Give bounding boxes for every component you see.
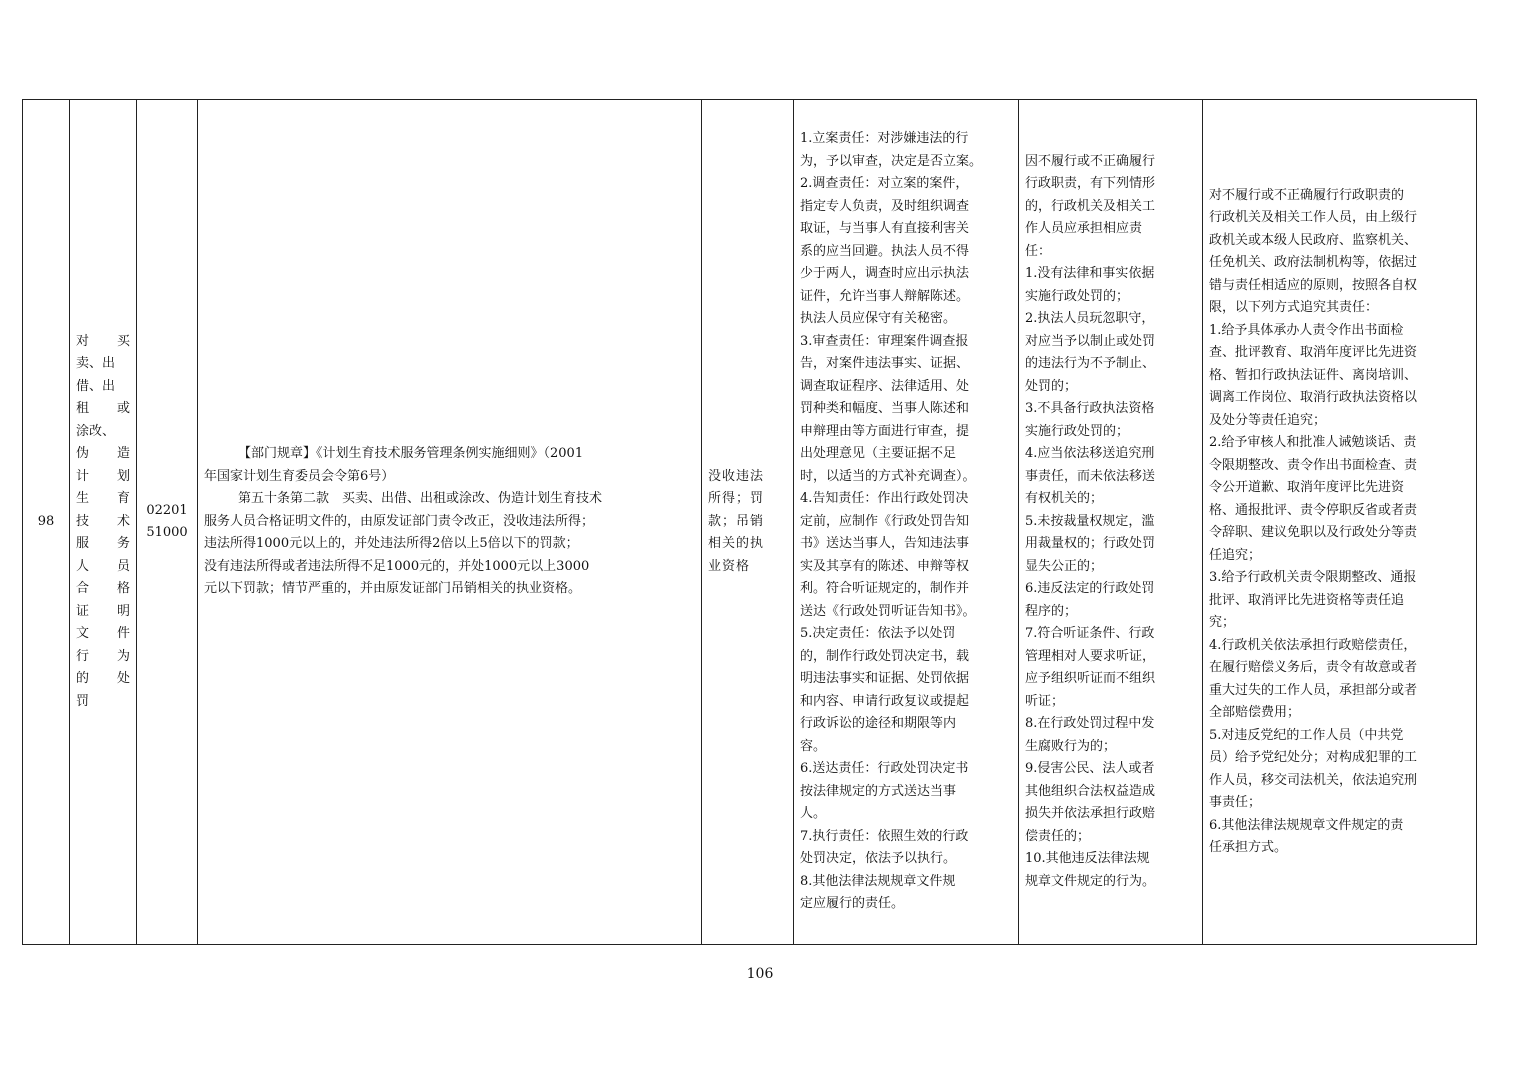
legal-basis-line: 【部门规章】《计划生育技术服务管理条例实施细则》（2001 <box>238 446 584 462</box>
item-name-char: 员 <box>116 558 130 574</box>
legal-basis-line: 第五十条第二款 买卖、出借、出租或涂改、伪造计划生育技术 <box>238 491 603 507</box>
accountability-line: 行政职责，有下列情形 <box>1025 176 1156 192</box>
responsibility-line: 执法人员应保守有关秘密。 <box>800 311 957 327</box>
penalty-method-line: 行政机关及相关工作人员，由上级行 <box>1209 210 1418 225</box>
responsibility-line: 7.执行责任：依照生效的行政 <box>800 828 969 844</box>
responsibility-line: 8.其他法律法规规章文件规 <box>800 873 956 889</box>
penalty-method-line: 格、通报批评、责令停职反省或者责 <box>1209 502 1418 518</box>
accountability-line: 实施行政处罚的； <box>1025 288 1130 304</box>
penalty-method-line: 政机关或本级人民政府、监察机关、 <box>1209 232 1418 248</box>
accountability-line: 显失公正的； <box>1025 558 1104 574</box>
item-name-char: 买 <box>116 333 130 349</box>
responsibility-line: 定应履行的责任。 <box>800 896 905 912</box>
item-name-line <box>76 421 130 444</box>
penalty-method-line: 错与责任相适应的原则，按照各自权 <box>1209 277 1418 293</box>
penalty-method-line: 6.其他法律法规规章文件规定的责 <box>1209 817 1404 833</box>
responsibility-line: 明违法事实和证据、处罚依据 <box>800 671 970 687</box>
responsibility-line: 和内容、申请行政复议或提起 <box>800 693 970 709</box>
penalty-method-line: 作人员，移交司法机关，依法追究刑 <box>1209 772 1418 788</box>
penalty-method-line: 及处分等责任追究； <box>1209 412 1327 428</box>
item-name-char: 行 <box>76 648 90 664</box>
accountability-line: 6.违反法定的行政处罚 <box>1025 581 1155 597</box>
legal-basis-cell <box>198 100 702 945</box>
accountability-line: 用裁量权的；行政处罚 <box>1025 536 1156 552</box>
accountability-line: 10.其他违反法律法规 <box>1025 851 1150 867</box>
responsibility-line: 3.审查责任：审理案件调查报 <box>800 333 969 349</box>
accountability-line: 任： <box>1025 243 1052 259</box>
accountability-line: 损失并依法承担行政赔 <box>1025 806 1156 822</box>
item-name-char: 伪 <box>76 446 90 462</box>
item-name-char: 或 <box>116 401 130 417</box>
accountability-line: 9.侵害公民、法人或者 <box>1025 761 1155 777</box>
accountability-line: 2.执法人员玩忽职守， <box>1025 311 1155 327</box>
accountability-line: 5.未按裁量权规定，滥 <box>1025 513 1155 529</box>
accountability-line: 有权机关的； <box>1025 491 1104 507</box>
item-name-char: 育 <box>116 491 130 507</box>
item-name-line <box>76 353 130 376</box>
table-row <box>23 100 1477 945</box>
accountability-line: 其他组织合法权益造成 <box>1025 783 1156 799</box>
penalty-method-line: 批评、取消评比先进资格等责任追 <box>1209 592 1405 608</box>
penalty-category-line: 没收违法 <box>708 468 765 484</box>
accountability-line: 处罚的； <box>1025 378 1078 394</box>
penalty-category-line: 相关的执 <box>708 536 765 552</box>
responsibility-line: 申辩理由等方面进行审查，提 <box>800 423 970 439</box>
item-name-line <box>76 578 130 601</box>
responsibility-line: 5.决定责任：依法予以处罚 <box>800 626 956 642</box>
item-name-line <box>76 601 130 624</box>
penalty-method-line: 全部赔偿费用； <box>1209 705 1301 720</box>
item-name-cell <box>70 100 137 945</box>
penalty-category-cell <box>702 100 794 945</box>
item-name-char: 借、出 <box>76 378 116 394</box>
item-name-char: 术 <box>116 513 130 529</box>
responsibility-line: 罚种类和幅度、当事人陈述和 <box>800 401 970 417</box>
responsibility-line: 利。符合听证规定的，制作并 <box>800 581 970 597</box>
item-name-line <box>76 376 130 399</box>
accountability-line: 因不履行或不正确履行 <box>1025 153 1156 169</box>
accountability-line: 规章文件规定的行为。 <box>1025 873 1156 889</box>
item-name-char: 处 <box>116 671 130 687</box>
responsibility-line: 出处理意见（主要证据不足 <box>800 446 957 462</box>
responsibility-line: 少于两人，调查时应出示执法 <box>800 266 970 282</box>
enforcement-table <box>22 99 1477 945</box>
item-name-line <box>76 556 130 579</box>
accountability-line: 管理相对人要求听证， <box>1025 648 1156 664</box>
responsibility-line: 2.调查责任：对立案的案件， <box>800 176 969 192</box>
responsibility-line: 调查取证程序、法律适用、处 <box>800 378 970 394</box>
penalty-method-line: 1.给予具体承办人责令作出书面检 <box>1209 322 1404 338</box>
accountability-line: 的，行政机关及相关工 <box>1025 198 1156 214</box>
responsibility-line: 证件，允许当事人辩解陈述。 <box>800 288 970 304</box>
item-name-char: 划 <box>116 468 130 484</box>
responsibility-line: 实及其享有的陈述、申辩等权 <box>800 558 970 574</box>
penalty-method-line: 查、批评教育、取消年度评比先进资 <box>1209 345 1418 360</box>
item-name-char: 罚 <box>76 693 90 709</box>
legal-basis-line: 违法所得1000元以上的，并处违法所得2倍以上5倍以下的罚款； <box>204 536 579 552</box>
accountability-line: 对应当予以制止或处罚 <box>1025 333 1156 349</box>
responsibility-line: 送达《行政处罚听证告知书》。 <box>800 603 976 619</box>
page-number: 106 <box>746 966 774 982</box>
responsibility-line: 人。 <box>800 806 827 822</box>
item-name-char: 为 <box>116 648 130 664</box>
item-name-char: 文 <box>76 626 90 642</box>
item-name-line <box>76 398 130 421</box>
accountability-line: 生腐败行为的； <box>1025 738 1117 754</box>
item-name-char: 计 <box>76 468 90 484</box>
item-name-char: 务 <box>116 536 130 552</box>
penalty-method-cell <box>1203 100 1477 945</box>
responsibility-line: 时，以适当的方式补充调查）。 <box>800 468 976 484</box>
item-name-line <box>76 646 130 669</box>
penalty-method-line: 5.对违反党纪的工作人员（中共党 <box>1209 727 1404 743</box>
legal-basis-line: 服务人员合格证明文件的，由原发证部门责令改正，没收违法所得； <box>204 513 595 529</box>
item-name-line <box>76 533 130 556</box>
item-code-cell <box>137 100 198 945</box>
penalty-method-line: 员）给予党纪处分；对构成犯罪的工 <box>1209 750 1418 765</box>
responsibility-line: 书》送达当事人，告知违法事 <box>800 536 970 552</box>
accountability-cell <box>1019 100 1203 945</box>
responsibility-line: 指定专人负责，及时组织调查 <box>800 198 970 214</box>
item-name-char: 人 <box>76 558 90 574</box>
penalty-method-line: 在履行赔偿义务后，责令有故意或者 <box>1209 660 1418 675</box>
penalty-method-line: 重大过失的工作人员，承担部分或者 <box>1209 682 1418 698</box>
item-name-char: 的 <box>76 671 90 687</box>
legal-basis-line: 元以下罚款；情节严重的，并由原发证部门吊销相关的执业资格。 <box>204 581 582 597</box>
item-name-char: 合 <box>76 581 90 597</box>
responsibility-line: 4.告知责任：作出行政处罚决 <box>800 491 969 507</box>
penalty-method-line: 事责任； <box>1209 795 1262 810</box>
penalty-method-line: 2.给予审核人和批准人诫勉谈话、责 <box>1209 435 1417 450</box>
accountability-line: 1.没有法律和事实依据 <box>1025 266 1155 282</box>
item-name-char: 生 <box>76 491 90 507</box>
responsibility-line: 容。 <box>800 738 827 754</box>
penalty-method-line: 对不履行或不正确履行行政职责的 <box>1209 187 1405 203</box>
accountability-line: 作人员应承担相应责 <box>1025 221 1143 237</box>
item-name-char: 格 <box>116 581 130 597</box>
item-name-char: 涂改、 <box>76 423 116 439</box>
penalty-method-line: 令公开道歉、取消年度评比先进资 <box>1209 480 1405 495</box>
penalty-method-line: 调离工作岗位、取消行政执法资格以 <box>1209 390 1418 405</box>
responsibility-line: 为，予以审查，决定是否立案。 <box>800 153 983 169</box>
responsibility-line: 定前，应制作《行政处罚告知 <box>800 513 970 529</box>
item-name-line <box>76 443 130 466</box>
responsibility-line: 系的应当回避。执法人员不得 <box>800 243 970 259</box>
legal-basis-line: 没有违法所得或者违法所得不足1000元的，并处1000元以上3000 <box>204 558 590 574</box>
penalty-method-line: 究； <box>1209 615 1236 630</box>
responsibility-line: 告，对案件违法事实、证据、 <box>800 356 970 372</box>
accountability-line: 应予组织听证而不组织 <box>1025 671 1156 687</box>
responsibility-line: 6.送达责任：行政处罚决定书 <box>800 761 969 777</box>
penalty-category-line: 款；吊销 <box>708 513 765 529</box>
item-code-line: 02201 <box>146 502 188 518</box>
penalty-category-line: 所得；罚 <box>708 491 765 507</box>
item-code-line: 51000 <box>146 525 188 540</box>
responsibility-cell <box>794 100 1019 945</box>
responsibility-line: 1.立案责任：对涉嫌违法的行 <box>800 131 969 147</box>
accountability-line: 8.在行政处罚过程中发 <box>1025 716 1155 732</box>
responsibility-line: 处罚决定，依法予以执行。 <box>800 851 957 867</box>
accountability-line: 程序的； <box>1025 603 1078 619</box>
item-name-char: 对 <box>76 333 90 349</box>
item-name-char: 证 <box>76 603 90 619</box>
penalty-method-line: 令限期整改、责令作出书面检查、责 <box>1209 457 1418 473</box>
item-name-char: 技 <box>76 513 90 529</box>
item-name-line <box>76 623 130 646</box>
responsibility-line: 的，制作行政处罚决定书，载 <box>800 648 970 664</box>
accountability-line: 7.符合听证条件、行政 <box>1025 626 1155 642</box>
penalty-method-line: 格、暂扣行政执法证件、离岗培训、 <box>1209 367 1418 383</box>
penalty-category-line: 业资格 <box>708 558 751 574</box>
penalty-method-line: 令辞职、建议免职以及行政处分等责 <box>1209 525 1418 540</box>
item-name-char: 服 <box>76 536 90 552</box>
item-name-line <box>76 511 130 534</box>
accountability-line: 事责任，而未依法移送 <box>1025 468 1156 484</box>
responsibility-line: 取证，与当事人有直接利害关 <box>800 221 970 237</box>
item-name-line <box>76 331 130 354</box>
accountability-line: 的违法行为不予制止、 <box>1025 356 1156 372</box>
accountability-line: 3.不具备行政执法资格 <box>1025 401 1155 417</box>
penalty-method-line: 任免机关、政府法制机构等，依据过 <box>1209 255 1418 270</box>
penalty-method-line: 3.给予行政机关责令限期整改、通报 <box>1209 570 1417 585</box>
penalty-method-line: 任承担方式。 <box>1209 840 1288 855</box>
item-name-char: 明 <box>116 603 130 619</box>
responsibility-line: 按法律规定的方式送达当事 <box>800 783 957 799</box>
item-name-line <box>76 691 130 714</box>
penalty-method-line: 4.行政机关依法承担行政赔偿责任， <box>1209 637 1417 653</box>
item-name-line <box>76 466 130 489</box>
accountability-line: 实施行政处罚的； <box>1025 423 1130 439</box>
accountability-line: 听证； <box>1025 693 1065 709</box>
item-name-char: 租 <box>76 401 90 417</box>
item-name-line <box>76 488 130 511</box>
penalty-method-line: 任追究； <box>1209 547 1262 563</box>
responsibility-line: 行政诉讼的途径和期限等内 <box>800 716 957 732</box>
accountability-line: 4.应当依法移送追究刑 <box>1025 446 1155 462</box>
penalty-method-line: 限，以下列方式追究其责任： <box>1209 300 1379 315</box>
item-name-char: 造 <box>116 446 130 462</box>
seq-cell: 98 <box>23 100 70 945</box>
accountability-line: 偿责任的； <box>1025 828 1091 844</box>
item-name-line <box>76 668 130 691</box>
item-name-char: 卖、出 <box>76 356 116 372</box>
legal-basis-line: 年国家计划生育委员会令第6号） <box>204 468 395 484</box>
item-name-char: 件 <box>116 626 130 642</box>
